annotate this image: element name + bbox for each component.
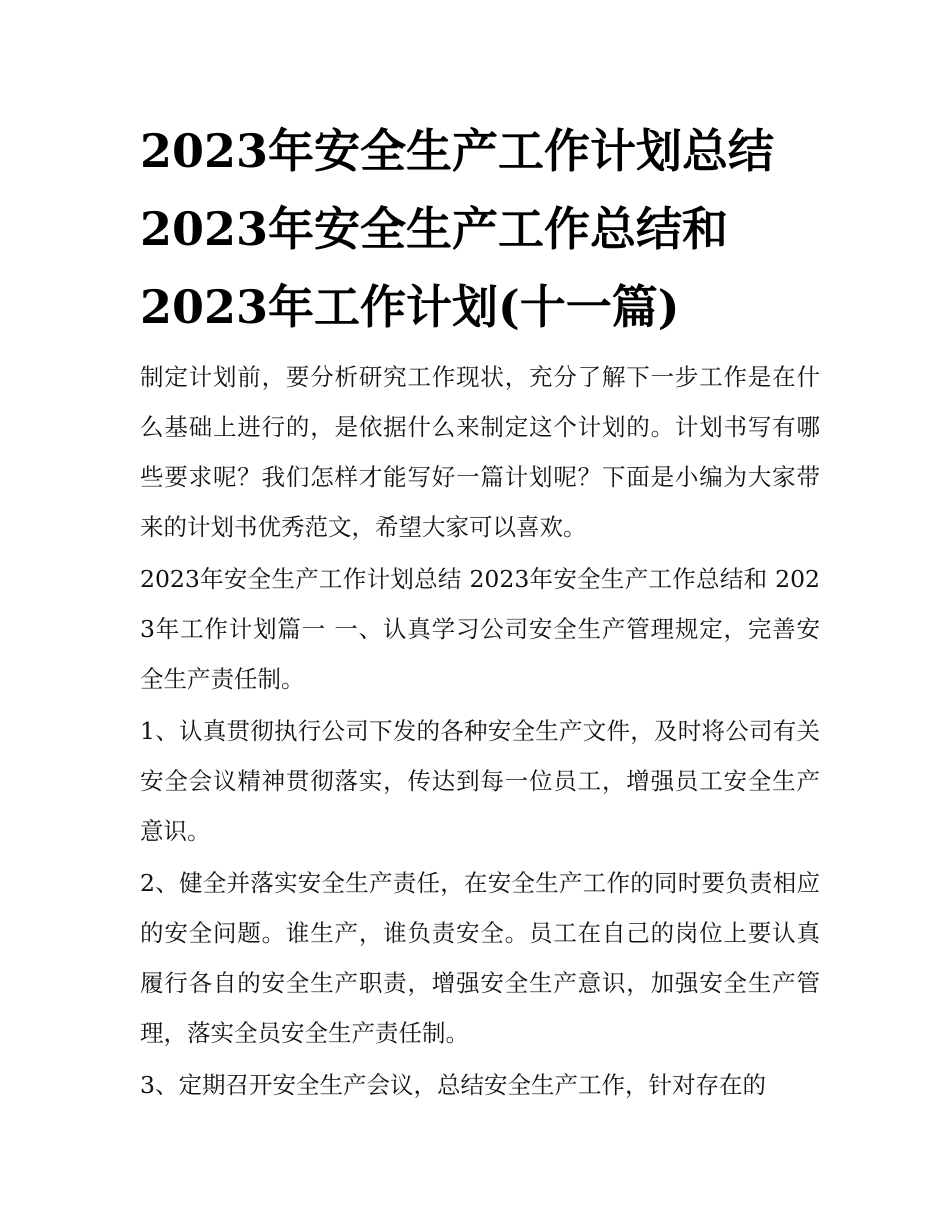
item-2-paragraph: 2、健全并落实安全生产责任，在安全生产工作的同时要负责相应的安全问题。谁生产，谁负责安全。员工在自己的岗位上要认真履行各自的安全生产职责，增强安全生产意识，加强安全生产管理，落实全员安全生产责任制。	[140, 869, 820, 1047]
title-line-2: 2023年安全生产工作总结和	[140, 202, 729, 256]
title-line-1: 2023年安全生产工作计划总结	[140, 124, 775, 178]
item-1-paragraph: 1、认真贯彻执行公司下发的各种安全生产文件，及时将公司有关安全会议精神贯彻落实，传达到每一位员工，增强员工安全生产意识。	[140, 717, 820, 845]
document-title	[140, 112, 820, 346]
title-line-3: 2023年工作计划(十一篇)	[140, 280, 680, 334]
document-page	[140, 112, 820, 1112]
section-heading-paragraph: 2023年安全生产工作计划总结 2023年安全生产工作总结和 2023年工作计划篇一 一、认真学习公司安全生产管理规定，完善安全生产责任制。	[140, 565, 820, 693]
item-3-paragraph: 3、定期召开安全生产会议，总结安全生产工作，针对存在的	[140, 1071, 766, 1099]
intro-paragraph: 制定计划前，要分析研究工作现状，充分了解下一步工作是在什么基础上进行的，是依据什么来制定这个计划的。计划书写有哪些要求呢？我们怎样才能写好一篇计划呢？下面是小编为大家带来的计划书优秀范文，希望大家可以喜欢。	[140, 363, 820, 541]
